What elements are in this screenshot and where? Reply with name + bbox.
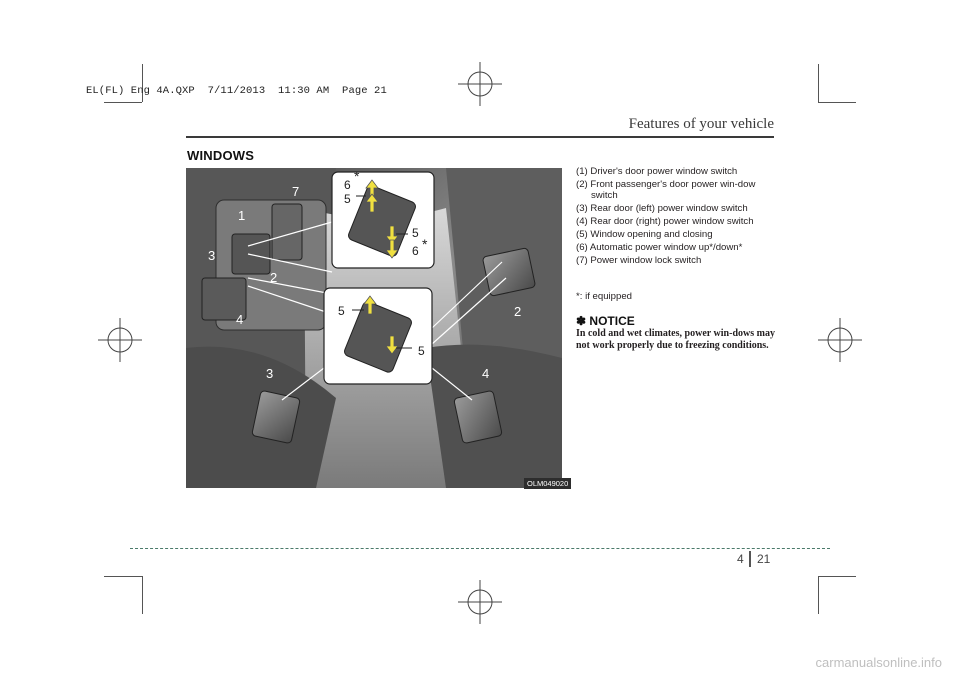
window-switch-figure	[186, 168, 562, 488]
list-item: (5) Window opening and closing	[576, 229, 713, 241]
callout-3: 3	[208, 248, 216, 263]
notice-body: In cold and wet climates, power win-dows may not work properly due to freezing conditions.	[576, 328, 775, 351]
asterisk: *	[422, 236, 428, 252]
section-header: Features of your vehicle	[628, 116, 774, 132]
header-rule	[186, 136, 774, 138]
registration-mark-left	[98, 318, 142, 362]
switch-list	[576, 166, 776, 268]
page-title: WINDOWS	[187, 148, 255, 163]
watermark: carmanualsonline.info	[815, 655, 942, 670]
callout-1: 1	[238, 208, 246, 223]
callout-5-top: 5	[344, 192, 351, 206]
list-item: (3) Rear door (left) power window switch	[576, 203, 748, 215]
footer-dotted-rule	[130, 548, 830, 549]
crop-mark	[818, 576, 856, 577]
callout-7: 7	[292, 184, 300, 199]
callout-4: 4	[236, 312, 244, 327]
notice-symbol-icon: ✽	[576, 314, 587, 328]
callout-6-right: 6	[412, 244, 419, 258]
callout-5-lower-right: 5	[418, 344, 425, 358]
crop-mark	[142, 576, 143, 614]
list-item: (6) Automatic power window up*/down*	[576, 241, 743, 253]
registration-mark-bottom	[458, 580, 502, 624]
asterisk: *	[354, 168, 360, 184]
print-slug: EL(FL) Eng 4A.QXP 7/11/2013 11:30 AM Page 21	[86, 85, 387, 97]
list-item: (4) Rear door (right) power window switch	[576, 216, 754, 228]
callout-5-lower-left: 5	[338, 304, 345, 318]
page-section: 4	[737, 552, 744, 566]
page-number: 21	[757, 552, 771, 566]
list-item: (2) Front passenger's door power win-dow switch	[576, 178, 756, 202]
notice-title: NOTICE	[589, 314, 635, 328]
figure-code: OLM049020	[524, 478, 571, 489]
crop-mark	[818, 64, 819, 102]
footnote: *: if equipped	[576, 291, 633, 302]
crop-mark	[818, 576, 819, 614]
list-item: (7) Power window lock switch	[576, 254, 702, 266]
notice-heading	[576, 314, 635, 328]
callout-3-rear: 3	[266, 366, 274, 381]
callout-2-right: 2	[514, 304, 522, 319]
list-item: (1) Driver's door power window switch	[576, 166, 738, 177]
callout-4-rear: 4	[482, 366, 490, 381]
callout-5-right: 5	[412, 226, 419, 240]
crop-mark	[104, 102, 142, 103]
registration-mark-right	[818, 318, 862, 362]
crop-mark	[104, 576, 142, 577]
callout-6-top: 6	[344, 178, 351, 192]
crop-mark	[818, 102, 856, 103]
callout-2: 2	[270, 270, 278, 285]
registration-mark-top	[458, 62, 502, 106]
page-separator	[749, 551, 751, 567]
